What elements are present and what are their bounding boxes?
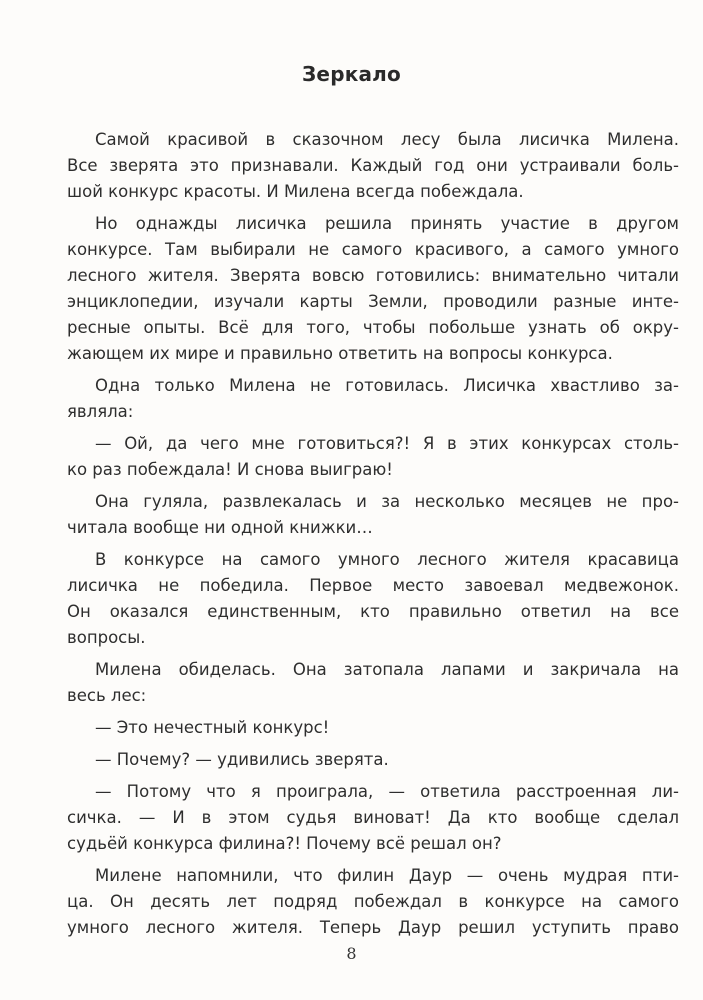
paragraph (67, 211, 679, 367)
text-line: лесного жителя. Зверята вовсю готовились: внимательно читали (67, 266, 679, 285)
text-line: — Почему? — удивились зверята. (95, 750, 389, 769)
text-line: лисичка не победила. Первое место завоевал медвежонок. (67, 576, 679, 595)
text-line: умного лесного жителя. Теперь Даур решил уступить право (67, 918, 679, 937)
text-line: В конкурсе на самого умного лесного жителя красавица (95, 550, 679, 569)
chapter-title: Зеркало (302, 62, 401, 86)
paragraph (67, 747, 679, 773)
text-line: Но однажды лисичка решила принять участие в другом (95, 214, 679, 233)
text-line: — Ой, да чего мне готовиться?! Я в этих конкурсах столь- (95, 434, 679, 453)
text-line: Она гуляла, развлекалась и за несколько месяцев не про- (95, 492, 679, 511)
text-line: жающем их мире и правильно ответить на вопросы конкурса. (67, 344, 613, 363)
paragraph (67, 127, 679, 205)
paragraph (67, 715, 679, 741)
paragraph (67, 489, 679, 541)
text-line: — Потому что я проиграла, — ответила расстроенная ли- (95, 782, 679, 801)
text-line: весь лес: (67, 686, 147, 705)
text-line: Все зверята это признавали. Каждый год они устраивали боль- (67, 156, 679, 175)
paragraph (67, 373, 679, 425)
paragraph (67, 547, 679, 651)
paragraph (67, 431, 679, 483)
text-line: судьёй конкурса филина?! Почему всё решал он? (67, 834, 502, 853)
text-line: Милене напомнили, что филин Даур — очень мудрая пти- (95, 866, 679, 885)
page-number: 8 (346, 944, 357, 963)
text-line: Милена обиделась. Она затопала лапами и закричала на (95, 660, 679, 679)
text-line: являла: (67, 402, 134, 421)
story-text (67, 127, 679, 941)
text-line: конкурсе. Там выбирали не самого красивого, а самого умного (67, 240, 679, 259)
text-line: ресные опыты. Всё для того, чтобы побольше узнать об окру- (67, 318, 679, 337)
paragraph (67, 863, 679, 941)
paragraph (67, 657, 679, 709)
text-line: — Это нечестный конкурс! (95, 718, 330, 737)
text-line: шой конкурс красоты. И Милена всегда побеждала. (67, 182, 524, 201)
text-line: Он оказался единственным, кто правильно ответил на все (67, 602, 679, 621)
text-line: энциклопедии, изучали карты Земли, проводили разные инте- (67, 292, 679, 311)
text-line: ца. Он десять лет подряд побеждал в конкурсе на самого (67, 892, 679, 911)
text-line: ко раз побеждала! И снова выиграю! (67, 460, 393, 479)
text-line: Одна только Милена не готовилась. Лисичка хвастливо за- (95, 376, 679, 395)
text-line: сичка. — И в этом судья виноват! Да кто вообще сделал (67, 808, 679, 827)
paragraph (67, 779, 679, 857)
text-line: вопросы. (67, 628, 146, 647)
text-line: Самой красивой в сказочном лесу была лисичка Милена. (95, 130, 679, 149)
text-line: читала вообще ни одной книжки… (67, 518, 373, 537)
